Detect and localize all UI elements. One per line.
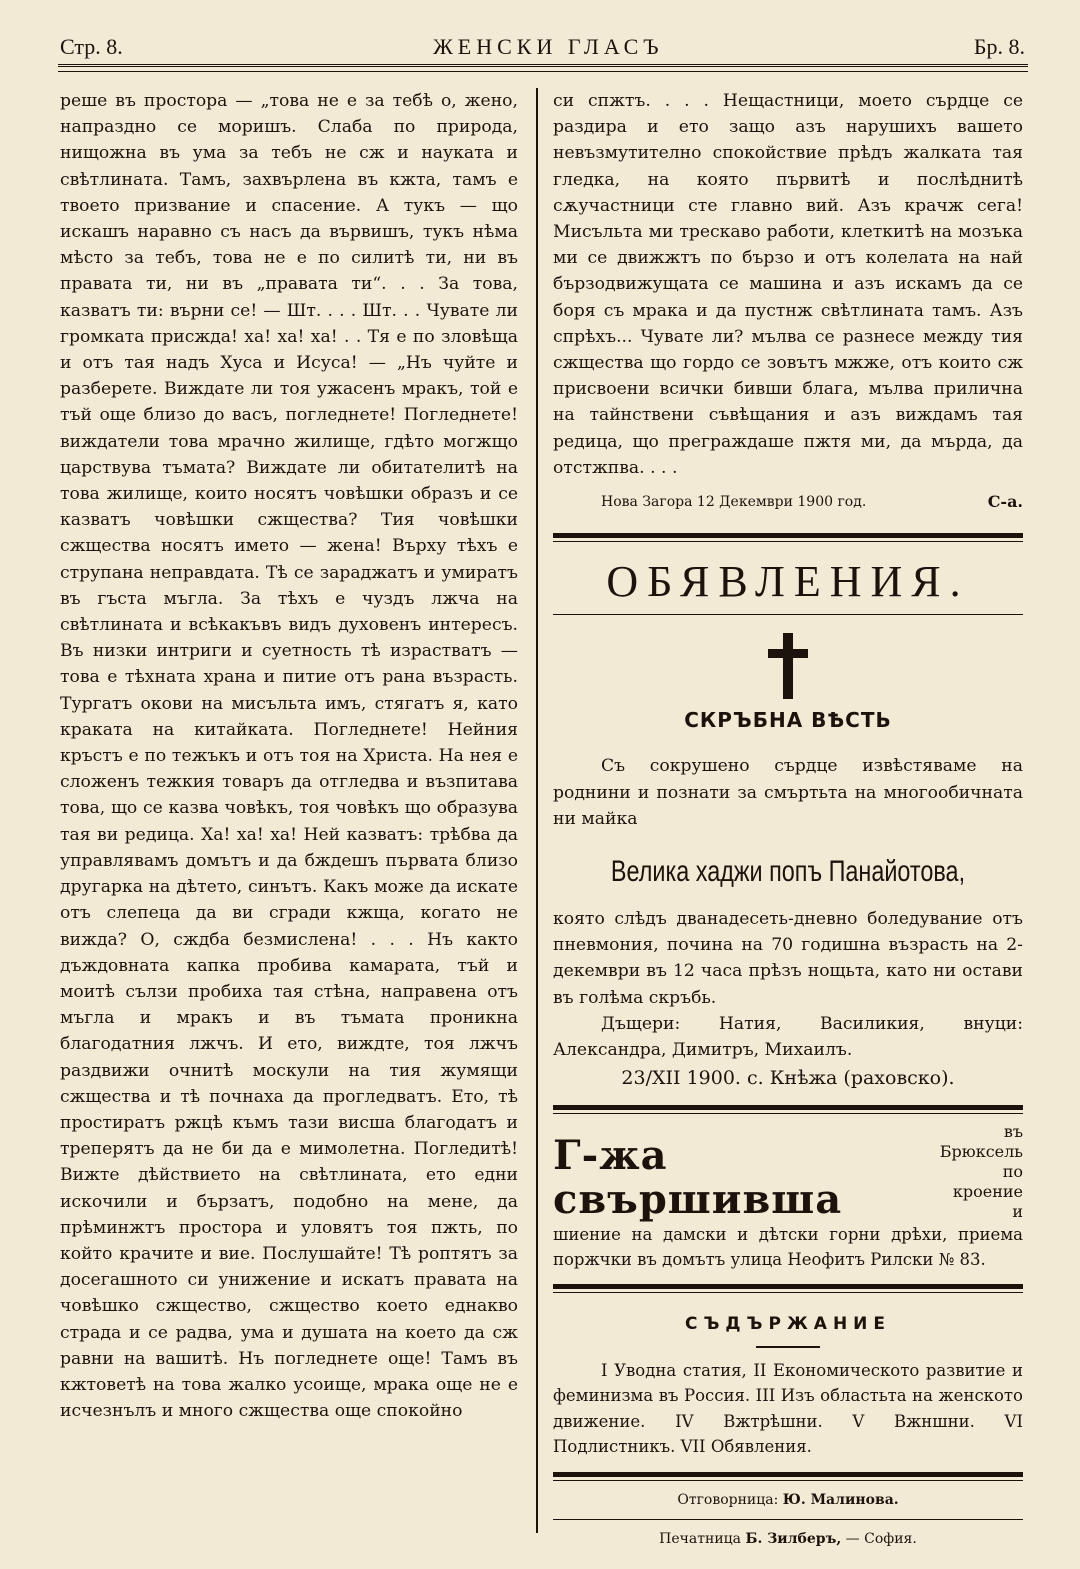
footer-printer bbox=[553, 1526, 1023, 1552]
left-column bbox=[60, 88, 518, 1528]
cross-icon-wrap bbox=[553, 633, 1023, 701]
footer-printer-label: Печатница bbox=[659, 1530, 742, 1547]
contents-block bbox=[553, 1358, 1023, 1460]
footer-printer-city: — София. bbox=[845, 1530, 917, 1547]
contents-short-rule bbox=[756, 1346, 820, 1348]
ad-rule-top bbox=[553, 1105, 1023, 1114]
tailor-ad-head bbox=[553, 1122, 1023, 1222]
notice-title: СКРЪБНА ВѢСТЬ bbox=[684, 708, 892, 733]
article-text-left: реше въ простора — „това не е за тебѣ о, жено, напраздно се моришъ. Слаба по природа, нищожна въ ума за тебъ не сж и науката и свѣтлината. Тамъ, захвърлена въ кжта, тамъ е твоето призвание и спасение. А тукъ — що искашъ наравно съ насъ да вървишъ, тукъ нѣма мѣсто за тебъ, това не е по силитѣ ти, ни въ правата ти, ни въ „правата ти“. . . За това, казватъ ти: върни се! — Шт. . . . Шт. . . Чувате ли громката присжда! ха! ха! ха! . . Тя е по зловѣща и отъ тая надъ Хуса и Исуса! — „Нъ чуйте и разберете. Виждате ли тоя ужасенъ мракъ, той е тъй още близо до васъ, погледнете! Погледнете! виждатели това мрачно жилище, гдѣто могжщо царствува тъмата? Виждате ли обитателитѣ на това жилище, които носятъ човѣшки образъ и се казватъ човѣшки сжщества? Тия човѣшки сжщества носятъ името — жена! Върху тѣхъ е струпана неправдата. Тѣ се зараджатъ и умиратъ въ гъста мъгла. За тѣхъ е чуздъ лжча на свѣтлината и всѣкакъвъ видъ духовенъ интересъ. Въ низки интриги и суетность тѣ израстватъ — това е тѣхната храна и питие отъ рана възрасть. Тургатъ окови на мисъльта имъ, стягатъ я, като краката на китайката. Погледнете! Нейния кръстъ е по тежъкъ и отъ тоя на Христа. На нея е сложенъ тежкия товаръ да отгледва и възпитава това, що се казва човѣкъ, тоя човѣкъ що образува тая ви редица. Ха! ха! ха! Ней казватъ: трѣбва да управлявамъ домътъ и да бждешъ първата близо другарка на дѣтето, синътъ. Какъ може да искате отъ слепеца да ви сгради кжща, когато не вижда? О, сждба безмислена! . . . Нъ както дъждовната капка пробива камарата, тъй и моитѣ сълзи пробиха тая стѣна, направена отъ мъгла и мракъ и въ тъмата проникна благодатния лжчъ. И ето, виждте, тоя лжчъ раздвижи очнитѣ мoскули на тия жумящи сжщества и тѣ почнаха да прогледватъ. Ето, тѣ простиратъ ржцѣ къмъ тази висша благодатъ и треперятъ да не би да е мимолетна. Погледитѣ! Вижте дѣйствието на свѣтлината, ето едни искочили и бързатъ, подобно на мене, да прѣминжтъ простора и уловятъ тоя пжть, по който крачите и вие. Послушайте! Тѣ роптятъ за досегашното си унижение и искатъ правата на човѣшко сжщество, сжщество което еднакво страда и се радва, ума и душата на което да сж равни на вашитѣ. Нъ погледнете още! Тамъ въ кжтоветѣ на това жалко усоище, мрака още не е исчезнълъ и много сжщества още спокойно bbox=[60, 91, 518, 1422]
tailor-ad-headline: Г-жа свършивша bbox=[553, 1132, 843, 1224]
header-rule bbox=[58, 64, 1028, 72]
page-header bbox=[60, 30, 1025, 64]
tailor-ad-body: шиение на дамски и дѣтски горни дрѣхи, приема поржчки въ домътъ улица Неофитъ Рилски № 83. bbox=[553, 1225, 1023, 1270]
page-number: Стр. 8. bbox=[60, 34, 123, 59]
announcements-rule bbox=[553, 614, 1023, 615]
footer-printer-name: Б. Зилберъ, bbox=[745, 1530, 842, 1547]
contents-text: I Уводна статия, II Економическото развитие и феминизма въ Россия. III Изъ областьта на женското движение. IV Вжтрѣшни. V Вжншни. VI Подлистникъ. VII Обявления. bbox=[553, 1360, 1023, 1457]
deceased-name: Велика хаджи попъ Панайотова, bbox=[610, 855, 966, 889]
notice-date: 23/XII 1900. с. Кнѣжа (раховско). bbox=[621, 1067, 955, 1090]
section-rule bbox=[553, 533, 1023, 542]
footer-rule-top bbox=[553, 1472, 1023, 1481]
notice-family: Дъщери: Натия, Василикия, внуци: Александра, Димитръ, Михаилъ. bbox=[553, 1013, 1023, 1061]
article-text-right: си спжтъ. . . . Нещастници, моето сърдце се раздира и ето защо азъ нарушихъ вашето невъзмутително спокойствие прѣдъ жалката тая гледка, на която първитѣ и послѣднитѣ сѫучастници сте главно вий. Азъ крачж сега! Мисъльта ми трескаво работи, клеткитѣ на мозъка ми се движжтъ по бързо и отъ колелата на най бързодвижущата се машина и азъ искамъ да се боря съ мрака и да пустнж свѣтлината тамъ. Азъ спрѣхъ... Чувате ли? мълва се разнесе между тия сжщества що гордо се зовътъ мжже, отъ които сж присвоени всички бивши блага, мълва прилична на тайнствени съвѣщания и азъ виждамъ тая редица, що преграждаше пжтя ми, да мърда, да отстжпва. . . . bbox=[553, 91, 1023, 478]
right-column bbox=[553, 88, 1023, 1558]
article-signature-line bbox=[553, 489, 1023, 515]
announcements-title: ОБЯВЛЕНИЯ. bbox=[606, 557, 970, 607]
newspaper-title: ЖЕНСКИ ГЛАСЪ bbox=[433, 34, 664, 59]
contents-rule-top bbox=[553, 1284, 1023, 1293]
article-signature: С-а. bbox=[987, 492, 1023, 512]
contents-title: СЪДЪРЖАНИЕ bbox=[684, 1314, 892, 1335]
latin-cross-icon bbox=[768, 633, 808, 699]
article-place-date: Нова Загора 12 Декември 1900 год. bbox=[601, 494, 867, 511]
tailor-ad bbox=[553, 1122, 1023, 1272]
footer-editor-label: Отговорница: bbox=[677, 1491, 779, 1508]
column-divider bbox=[536, 88, 538, 1533]
footer-rule-mid bbox=[553, 1519, 1023, 1520]
notice-intro: Съ сокрушено сърдце извѣстяваме на роднини и познати за смъртьта на многообичната ни майка bbox=[553, 756, 1023, 829]
issue-number: Бр. 8. bbox=[973, 34, 1025, 59]
tailor-ad-side: въ Брюксель по кроение и bbox=[939, 1122, 1023, 1222]
footer-editor bbox=[553, 1487, 1023, 1513]
footer-editor-name: Ю. Малинова. bbox=[782, 1491, 899, 1508]
notice-body: която слѣдъ дванадесеть-дневно боледувание отъ пневмония, почина на 70 годишна възрасть на 2- декември въ 12 часа прѣзъ нощьта, като ни остави въ голѣма скръбь. bbox=[553, 909, 1023, 1008]
